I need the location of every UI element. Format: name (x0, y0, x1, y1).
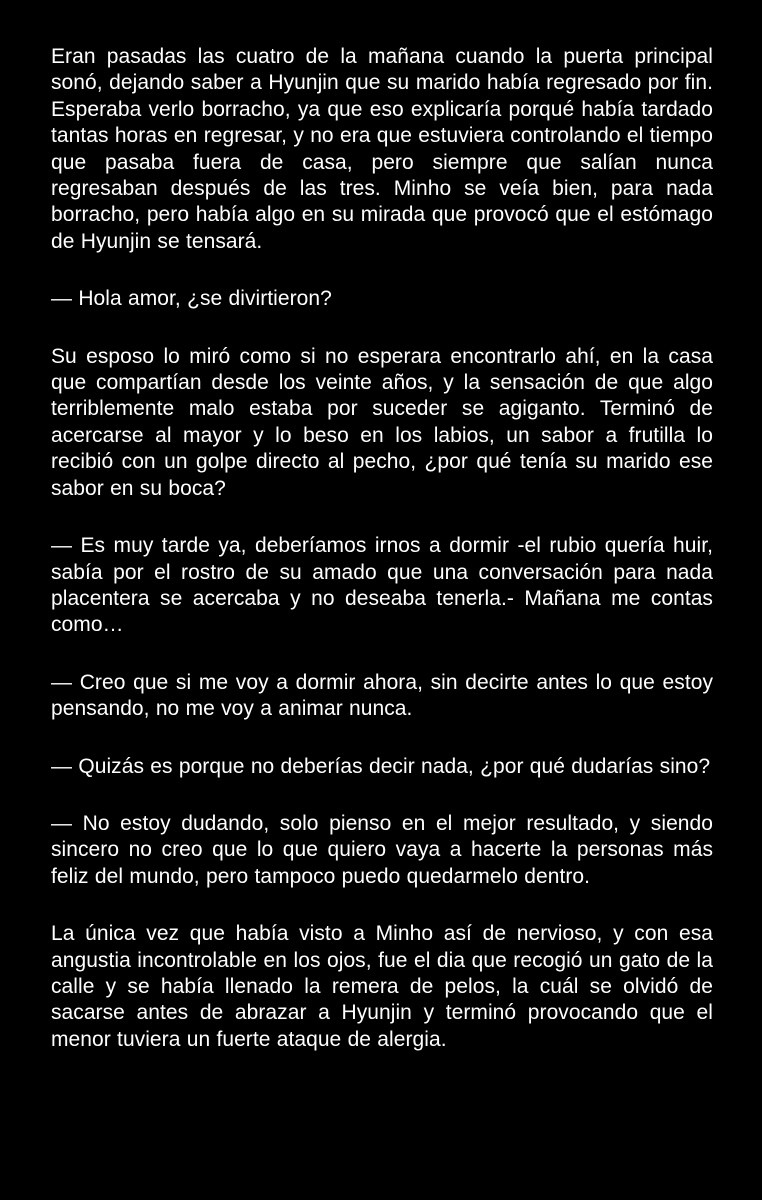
dialogue-line-5: — No estoy dudando, solo pienso en el mejor resultado, y siendo sincero no creo que lo que quiero vaya a hacerte la personas más feliz del mundo, pero tampoco puedo quedarmelo dentro. (51, 811, 713, 888)
dialogue-line-2: — Es muy tarde ya, deberíamos irnos a dormir -el rubio quería huir, sabía por el rostro de su amado que una conversación para nada placentera se acercaba y no deseaba tenerla.- Mañana me contas como… (51, 534, 713, 637)
dialogue-line-3: — Creo que si me voy a dormir ahora, sin decirte antes lo que estoy pensando, no me voy a animar nunca. (51, 670, 713, 721)
dialogue-line-4: — Quizás es porque no deberías decir nada, ¿por qué dudarías sino? (51, 754, 711, 778)
story-paragraph-1: Eran pasadas las cuatro de la mañana cuando la puerta principal sonó, dejando saber a Hyunjin que su marido había regresado por fin. Esperaba verlo borracho, ya que eso explicaría porqué había tardado tantas horas en regresar, y no era que estuviera controlando el tiempo que pasaba fuera de casa, pero siempre que salían nunca regresaban después de las tres. Minho se veía bien, para nada borracho, pero había algo en su mirada que provocó que el estómago de Hyunjin se tensará. (51, 45, 713, 253)
story-paragraph-3: La única vez que había visto a Minho así de nervioso, y con esa angustia incontrolable en los ojos, fue el dia que recogió un gato de la calle y se había llenado la remera de pelos, la cuál se olvidó de sacarse antes de abrazar a Hyunjin y terminó provocando que el menor tuviera un fuerte ataque de alergia. (51, 922, 713, 1051)
story-paragraph-2: Su esposo lo miró como si no esperara encontrarlo ahí, en la casa que compartían desde los veinte años, y la sensación de que algo terriblemente malo estaba por suceder se agiganto. Terminó de acercarse al mayor y lo beso en los labios, un sabor a frutilla lo recibió con un golpe directo al pecho, ¿por qué tenía su marido ese sabor en su boca? (51, 344, 713, 500)
dialogue-line-1: — Hola amor, ¿se divirtieron? (51, 287, 332, 311)
